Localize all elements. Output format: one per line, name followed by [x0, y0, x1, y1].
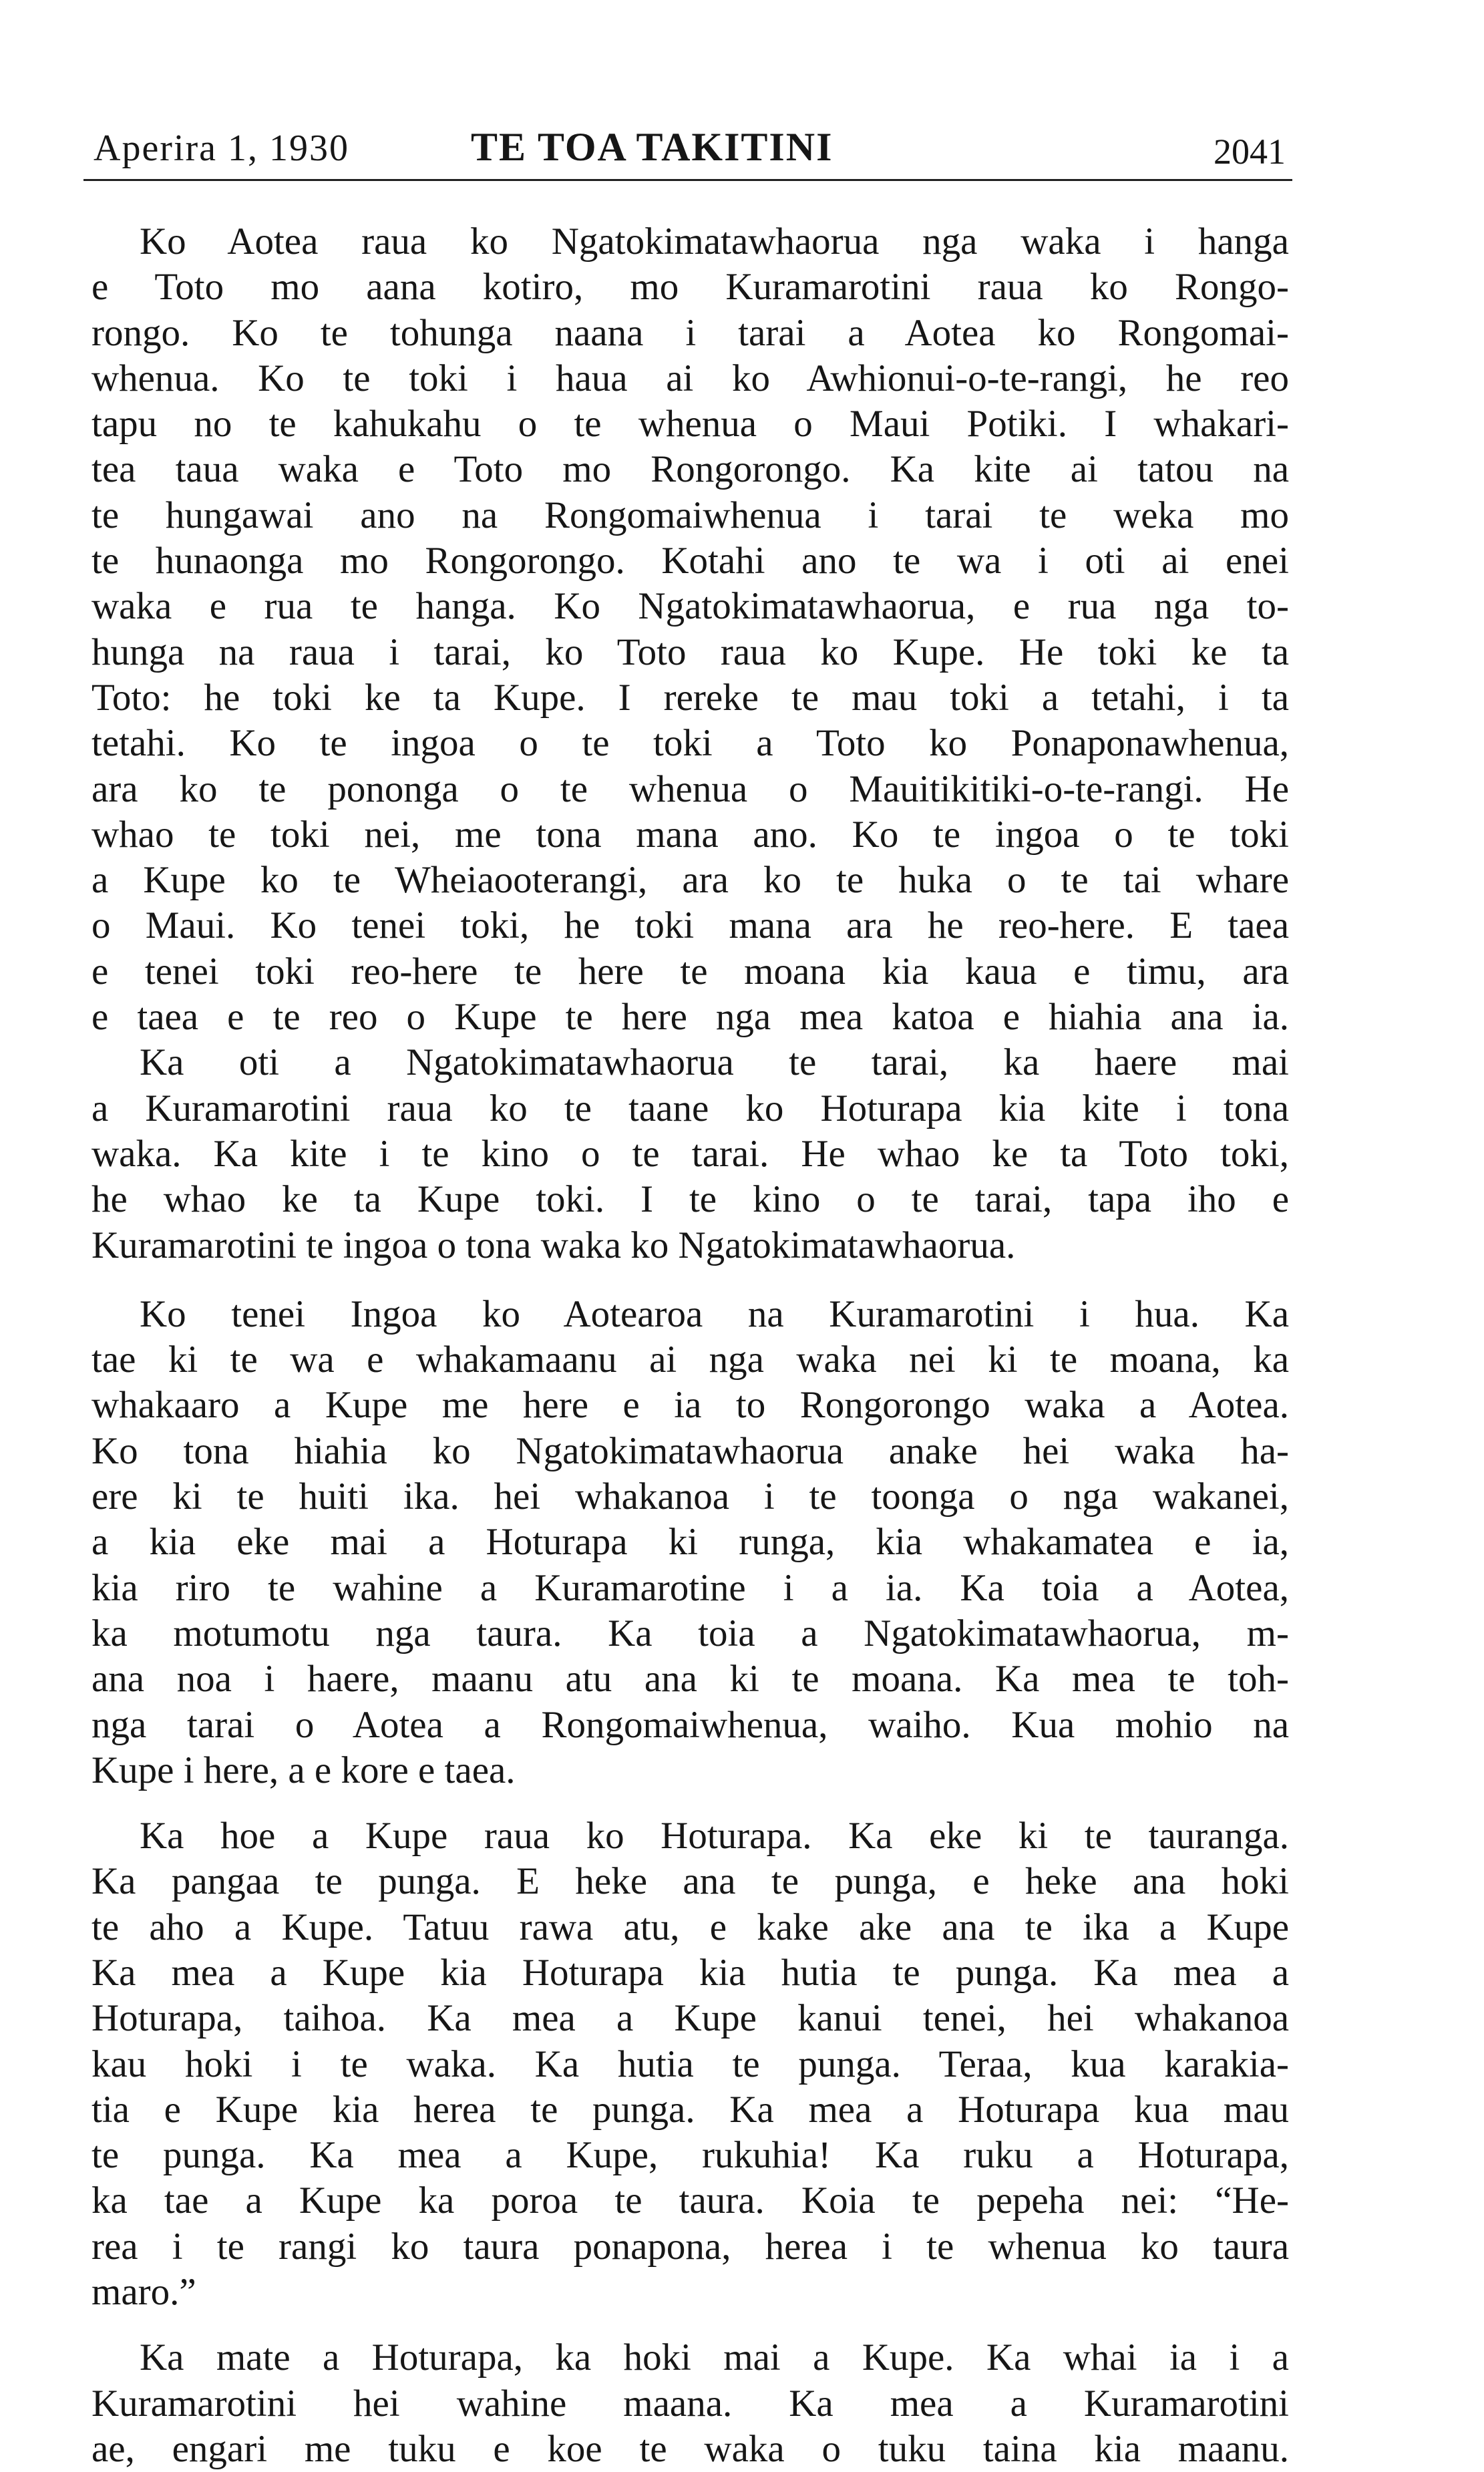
article-body — [91, 219, 1289, 2472]
text-line: te hungawai ano na Rongomaiwhenua i tarai te weka mo — [91, 494, 1289, 536]
text-line: Ko tenei Ingoa ko Aotearoa na Kuramarotini i hua. Ka — [140, 1292, 1289, 1335]
text-line: Kupe i here, a e kore e taea. — [91, 1749, 516, 1791]
text-line: waka. Ka kite i te kino o te tarai. He whao ke ta Toto toki, — [91, 1132, 1289, 1175]
text-line: e tenei toki reo-here te here te moana kia kaua e timu, ara — [91, 950, 1289, 993]
text-line: tia e Kupe kia herea te punga. Ka mea a Hoturapa kua mau — [91, 2088, 1289, 2131]
paragraph-3 — [91, 1813, 1289, 2315]
text-line: nga tarai o Aotea a Rongomaiwhenua, waiho. Kua mohio na — [91, 1703, 1289, 1746]
text-line: rea i te rangi ko taura ponapona, herea i te whenua ko taura — [91, 2225, 1289, 2268]
issue-date: Aperira 1, 1930 — [94, 128, 350, 169]
text-line: tea taua waka e Toto mo Rongorongo. Ka kite ai tatou na — [91, 448, 1289, 491]
text-line: e taea e te reo o Kupe te here nga mea katoa e hiahia ana ia. — [91, 996, 1289, 1039]
text-line: whenua. Ko te toki i haua ai ko Awhionui-o-te-rangi, he reo — [91, 357, 1289, 399]
text-line: Ko Aotea raua ko Ngatokimatawhaorua nga waka i hanga — [140, 220, 1289, 262]
text-line: Ka mate a Hoturapa, ka hoki mai a Kupe. Ka whai ia i a — [140, 2336, 1289, 2379]
header-rule — [83, 179, 1292, 181]
text-line: hunga na raua i tarai, ko Toto raua ko Kupe. He toki ke ta — [91, 631, 1289, 673]
paragraph-2 — [91, 1292, 1289, 1793]
page-number: 2041 — [1214, 132, 1286, 172]
text-line: te punga. Ka mea a Kupe, rukuhia! Ka ruku a Hoturapa, — [91, 2134, 1289, 2177]
text-line: tetahi. Ko te ingoa o te toki a Toto ko Ponaponawhenua, — [91, 722, 1289, 765]
text-line: whakaaro a Kupe me here e ia to Rongorongo waka a Aotea. — [91, 1384, 1289, 1427]
text-line: Ka oti a Ngatokimatawhaorua te tarai, ka haere mai — [140, 1041, 1289, 1084]
running-header — [94, 127, 1286, 180]
text-line: a Kuramarotini raua ko te taane ko Hoturapa kia kite i tona — [91, 1087, 1289, 1129]
text-line: ae, engari me tuku e koe te waka o tuku taina kia maanu. — [91, 2427, 1289, 2470]
text-line: Ka pangaa te punga. E heke ana te punga, e heke ana hoki — [91, 1860, 1289, 1903]
text-line: a Kupe ko te Wheiaooterangi, ara ko te huka o te tai whare — [91, 859, 1289, 902]
text-line: Kuramarotini te ingoa o tona waka ko Ngatokimatawhaorua. — [91, 1224, 1016, 1266]
publication-title: TE TOA TAKITINI — [471, 125, 833, 169]
paragraph-4 — [91, 2335, 1289, 2472]
text-line: he whao ke ta Kupe toki. I te kino o te tarai, tapa iho e — [91, 1178, 1289, 1221]
text-line: ere ki te huiti ika. hei whakanoa i te toonga o nga wakanei, — [91, 1475, 1289, 1518]
text-line: ara ko te pononga o te whenua o Mauitikitiki-o-te-rangi. He — [91, 767, 1289, 810]
text-line: Ka hoe a Kupe raua ko Hoturapa. Ka eke ki te tauranga. — [140, 1815, 1289, 1858]
text-line: kia riro te wahine a Kuramarotine i a ia. Ka toia a Aotea, — [91, 1566, 1289, 1609]
text-line: maro.” — [91, 2271, 196, 2314]
text-line: Toto: he toki ke ta Kupe. I rereke te mau toki a tetahi, i ta — [91, 676, 1289, 719]
text-line: Kuramarotini hei wahine maana. Ka mea a Kuramarotini — [91, 2382, 1289, 2425]
paragraph-1 — [91, 219, 1289, 1268]
text-line: Ko tona hiahia ko Ngatokimatawhaorua anake hei waka ha- — [91, 1429, 1289, 1472]
text-line: kau hoki i te waka. Ka hutia te punga. Teraa, kua karakia- — [91, 2043, 1289, 2085]
text-line: rongo. Ko te tohunga naana i tarai a Aotea ko Rongomai- — [91, 311, 1289, 354]
text-line: waka e rua te hanga. Ko Ngatokimatawhaorua, e rua nga to- — [91, 585, 1289, 628]
text-line: e Toto mo aana kotiro, mo Kuramarotini raua ko Rongo- — [91, 266, 1289, 309]
text-line: a kia eke mai a Hoturapa ki runga, kia whakamatea e ia, — [91, 1521, 1289, 1564]
text-line: o Maui. Ko tenei toki, he toki mana ara he reo-here. E taea — [91, 904, 1289, 947]
text-line: whao te toki nei, me tona mana ano. Ko te ingoa o te toki — [91, 813, 1289, 856]
text-line: ana noa i haere, maanu atu ana ki te moana. Ka mea te toh- — [91, 1658, 1289, 1701]
text-line: te hunaonga mo Rongorongo. Kotahi ano te wa i oti ai enei — [91, 540, 1289, 582]
text-line: ka tae a Kupe ka poroa te taura. Koia te pepeha nei: “He- — [91, 2179, 1289, 2222]
text-line: te aho a Kupe. Tatuu rawa atu, e kake ake ana te ika a Kupe — [91, 1906, 1289, 1948]
text-line: Hoturapa, taihoa. Ka mea a Kupe kanui tenei, hei whakanoa — [91, 1997, 1289, 2040]
text-line: tapu no te kahukahu o te whenua o Maui Potiki. I whakari- — [91, 403, 1289, 446]
text-line: tae ki te wa e whakamaanu ai nga waka nei ki te moana, ka — [91, 1339, 1289, 1381]
text-line: ka motumotu nga taura. Ka toia a Ngatokimatawhaorua, m- — [91, 1612, 1289, 1654]
text-line: Ka mea a Kupe kia Hoturapa kia hutia te punga. Ka mea a — [91, 1951, 1289, 1994]
